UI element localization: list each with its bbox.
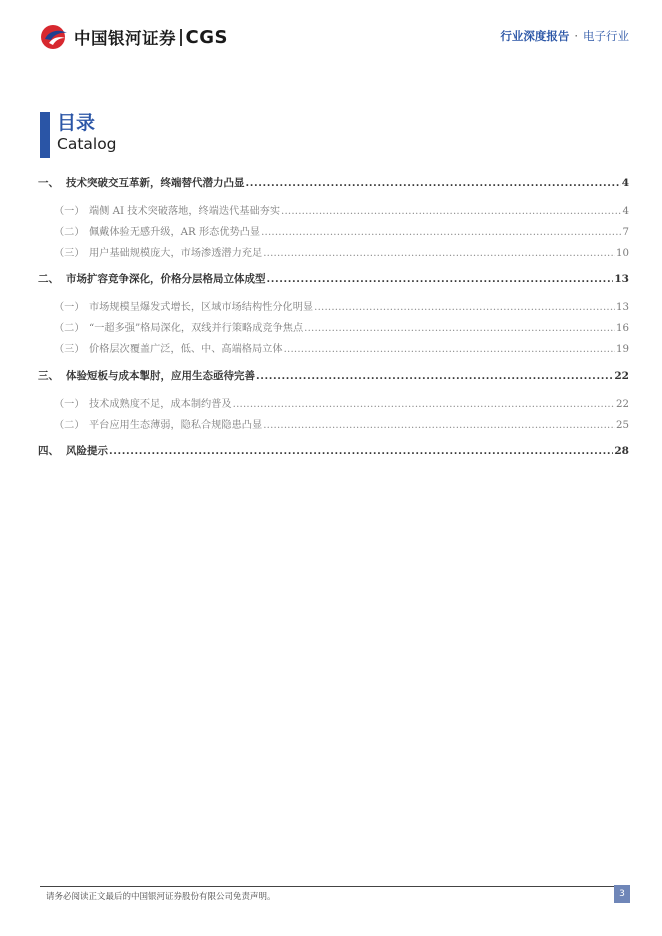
toc-entry-section[interactable]	[38, 202, 629, 217]
toc-entry-section[interactable]	[38, 319, 629, 334]
toc-entry-section[interactable]	[38, 340, 629, 355]
toc-leader	[246, 177, 621, 189]
toc-number: （二）	[54, 420, 85, 431]
page-number: 3	[614, 885, 630, 903]
toc-page: 7	[622, 227, 629, 238]
toc-number: （三）	[54, 344, 85, 355]
report-type: 行业深度报告	[500, 29, 570, 43]
toc-title: 市场扩容竞争深化，价格分层格局立体成型	[66, 273, 266, 285]
toc-leader	[284, 344, 615, 355]
toc-title: 技术突破交互革新，终端替代潜力凸显	[66, 177, 245, 189]
toc-page: 13	[614, 273, 629, 285]
toc-number: （三）	[54, 248, 85, 259]
toc-title: 技术成熟度不足，成本制约普及	[89, 399, 232, 410]
toc-title: 佩戴体验无感升级，AR 形态优势凸显	[89, 227, 261, 238]
toc-page: 22	[614, 370, 629, 382]
galaxy-logo-icon	[40, 24, 70, 50]
footer-divider	[40, 886, 630, 887]
toc-page: 4	[621, 177, 629, 189]
toc-page: 16	[616, 323, 629, 334]
toc-entry-section[interactable]	[38, 244, 629, 259]
toc-number: 二、	[38, 273, 59, 285]
toc-leader	[281, 206, 621, 217]
toc-page: 10	[616, 248, 629, 259]
toc-page: 19	[616, 344, 629, 355]
toc-leader	[263, 248, 615, 259]
toc-title: 市场规模呈爆发式增长，区域市场结构性分化明显	[89, 302, 314, 313]
report-category	[500, 28, 629, 44]
toc-entry-chapter[interactable]	[38, 271, 629, 286]
toc-number: （一）	[54, 302, 85, 313]
toc-leader	[261, 227, 621, 238]
toc-leader	[233, 399, 615, 410]
footer-disclaimer: 请务必阅读正文最后的中国银河证券股份有限公司免责声明。	[46, 892, 276, 902]
catalog-title-en: Catalog	[57, 135, 117, 153]
toc-page: 22	[616, 399, 629, 410]
toc-entry-section[interactable]	[38, 416, 629, 431]
logo-text-en: CGS	[185, 26, 228, 48]
toc-leader	[256, 370, 613, 382]
toc-leader	[109, 445, 613, 457]
logo-divider	[180, 29, 182, 46]
toc-entry-section[interactable]	[38, 395, 629, 410]
toc-page: 4	[622, 206, 629, 217]
company-logo	[40, 24, 228, 50]
toc-title: “一超多强”格局深化，双线并行策略成竞争焦点	[89, 323, 304, 334]
toc-number: 四、	[38, 445, 59, 457]
toc-entry-section[interactable]	[38, 298, 629, 313]
industry-label: 电子行业	[583, 29, 629, 43]
toc-entry-chapter[interactable]	[38, 175, 629, 190]
toc-leader	[314, 302, 615, 313]
logo-text-cn: 中国银河证券	[74, 29, 176, 48]
toc-number: 一、	[38, 177, 59, 189]
toc-number: 三、	[38, 370, 59, 382]
toc-page: 13	[616, 302, 629, 313]
toc-leader	[304, 323, 615, 334]
catalog-accent-bar	[40, 112, 50, 158]
header-separator: ·	[574, 29, 578, 43]
toc-title: 价格层次覆盖广泛，低、中、高端格局立体	[89, 344, 283, 355]
toc-leader	[263, 420, 615, 431]
toc-title: 平台应用生态薄弱，隐私合规隐患凸显	[89, 420, 263, 431]
catalog-title-cn: 目录	[57, 112, 96, 134]
toc-entry-chapter[interactable]	[38, 368, 629, 383]
toc-number: （二）	[54, 323, 85, 334]
toc-number: （一）	[54, 399, 85, 410]
toc-title: 风险提示	[66, 445, 108, 457]
toc-title: 体验短板与成本掣肘，应用生态亟待完善	[66, 370, 255, 382]
toc-entry-chapter[interactable]	[38, 443, 629, 458]
toc-number: （二）	[54, 227, 85, 238]
toc-page: 25	[616, 420, 629, 431]
toc-title: 端侧 AI 技术突破落地，终端迭代基础夯实	[89, 206, 281, 217]
toc-number: （一）	[54, 206, 85, 217]
toc-title: 用户基础规模庞大，市场渗透潜力充足	[89, 248, 263, 259]
toc-page: 28	[614, 445, 629, 457]
toc-entry-section[interactable]	[38, 223, 629, 238]
toc-leader	[267, 273, 614, 285]
